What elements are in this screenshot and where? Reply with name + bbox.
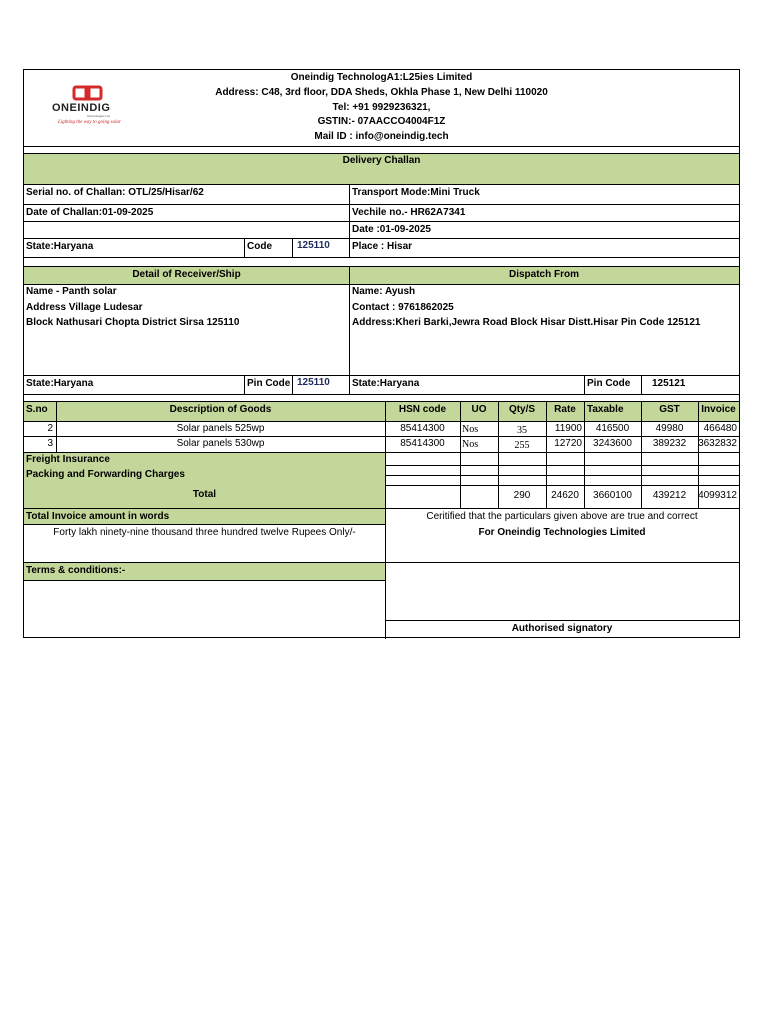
challan-date: Date of Challan:01-09-2025: [26, 207, 154, 218]
col-header-hsn: HSN code: [398, 404, 447, 415]
row2-qty: 255: [514, 440, 530, 451]
code-label: Code: [247, 241, 272, 252]
certification-text: Ceritified that the particulars given above are true and correct: [426, 511, 698, 522]
row1-invoice: 466480: [703, 423, 737, 434]
terms-label: Terms & conditions:-: [26, 565, 126, 576]
logo-tagline: Lighting the way to going solar: [58, 120, 121, 125]
challan-place: Place : Hisar: [352, 241, 413, 252]
row2-gst: 389232: [652, 438, 687, 449]
challan-date-2: Date :01-09-2025: [352, 224, 431, 235]
authorised-signatory: Authorised signatory: [511, 623, 613, 634]
col-header-sno: S.no: [26, 404, 48, 415]
col-header-gst: GST: [659, 404, 680, 415]
delivery-challan-sheet: [23, 69, 740, 638]
row2-uo: Nos: [462, 439, 479, 450]
receiver-address-1: Address Village Ludesar: [26, 302, 143, 313]
col-header-taxable: Taxable: [587, 404, 624, 415]
row2-description: Solar panels 530wp: [176, 438, 265, 449]
amount-in-words: Forty lakh ninety-nine thousand three hundred twelve Rupees Only/-: [53, 527, 356, 538]
freight-insurance-label: Freight Insurance: [26, 454, 110, 465]
company-address: Address: C48, 3rd floor, DDA Sheds, Okhla Phase 1, New Delhi 110020: [215, 87, 548, 98]
col-header-uo: UO: [471, 404, 487, 415]
row1-gst: 49980: [655, 423, 684, 434]
row1-rate: 11900: [554, 423, 582, 434]
total-qty: 290: [513, 490, 531, 501]
code-value: 125110: [297, 240, 330, 251]
col-header-invoice: Invoice: [701, 404, 736, 415]
amount-words-label: Total Invoice amount in words: [26, 511, 170, 522]
dispatch-heading: Dispatch From: [508, 269, 579, 280]
col-header-rate: Rate: [554, 404, 576, 415]
challan-serial: Serial no. of Challan: OTL/25/Hisar/62: [26, 187, 204, 198]
row1-hsn: 85414300: [400, 423, 445, 434]
dispatch-contact: Contact : 9761862025: [352, 302, 454, 313]
row2-rate: 12720: [554, 438, 582, 449]
transport-mode: Transport Mode:Mini Truck: [352, 187, 480, 198]
company-gstin: GSTIN:- 07AACCO4004F1Z: [317, 116, 446, 127]
total-invoice: 4099312: [698, 490, 737, 501]
row1-taxable: 416500: [595, 423, 630, 434]
document-title: Delivery Challan: [342, 155, 421, 166]
company-mail: Mail ID : info@oneindig.tech: [314, 131, 449, 142]
dispatch-pin-value: 125121: [652, 378, 686, 389]
row1-description: Solar panels 525wp: [176, 423, 265, 434]
receiver-name: Name - Panth solar: [26, 286, 117, 297]
total-rate: 24620: [551, 490, 579, 501]
total-taxable: 3660100: [593, 490, 632, 501]
dispatch-pin-label: Pin Code: [587, 378, 631, 389]
row1-sno: 2: [47, 423, 53, 434]
dispatch-state: State:Haryana: [352, 378, 420, 389]
receiver-heading: Detail of Receiver/Ship: [132, 269, 241, 280]
company-name: Oneindig TechnologA1:L25ies Limited: [290, 72, 473, 83]
logo-subtitle: Technologies Ltd.: [87, 114, 111, 118]
receiver-pin-value: 125110: [297, 377, 330, 388]
row2-sno: 3: [47, 438, 53, 449]
dispatch-address: Address:Kheri Barki,Jewra Road Block Hisar Distt.Hisar Pin Code 125121: [352, 317, 701, 328]
receiver-address-2: Block Nathusari Chopta District Sirsa 125110: [26, 317, 240, 328]
packing-forwarding-label: Packing and Forwarding Charges: [26, 469, 185, 480]
row2-taxable: 3243600: [593, 438, 632, 449]
receiver-pin-label: Pin Code: [247, 378, 291, 389]
company-tel: Tel: +91 9929236321,: [332, 102, 431, 113]
row2-hsn: 85414300: [400, 438, 445, 449]
row2-invoice: 3632832: [698, 438, 737, 449]
total-label: Total: [192, 489, 217, 500]
total-gst: 439212: [652, 490, 687, 501]
row1-qty: 35: [517, 425, 527, 436]
col-header-qty: Qty/S: [508, 404, 536, 415]
col-header-description: Description of Goods: [169, 404, 272, 415]
receiver-state: State:Haryana: [26, 378, 94, 389]
logo-text: ONEINDIG: [52, 102, 111, 114]
dispatch-name: Name: Ayush: [352, 286, 416, 297]
row1-uo: Nos: [462, 424, 479, 435]
challan-state: State:Haryana: [26, 241, 94, 252]
for-company-text: For Oneindig Technologies Limited: [478, 527, 646, 538]
vehicle-number: Vechile no.- HR62A7341: [352, 207, 466, 218]
